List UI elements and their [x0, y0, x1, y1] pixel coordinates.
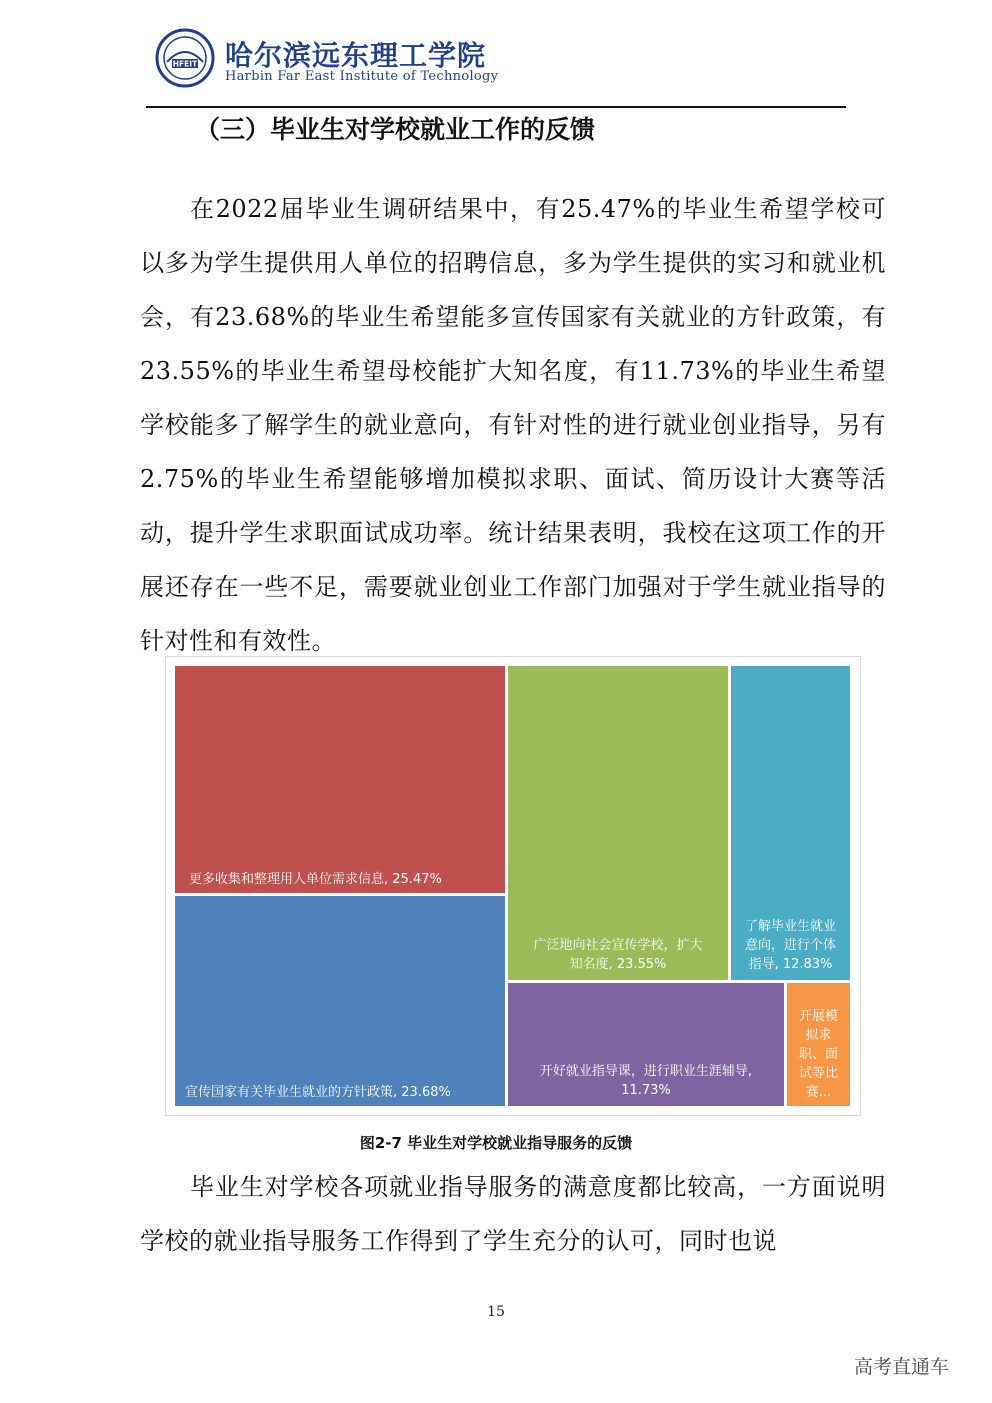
treemap-label-2: 宣传国家有关毕业生就业的方针政策, 23.68% — [185, 1085, 451, 1100]
treemap-label-3: 广泛地向社会宣传学校，扩大知名度, 23.55% — [533, 938, 703, 972]
treemap-svg — [166, 657, 860, 1115]
logo-text: HFEIT — [172, 59, 198, 69]
treemap-label-4: 了解毕业生就业意向，进行个体指导, 12.83% — [744, 919, 837, 972]
body-paragraph-2: 毕业生对学校各项就业指导服务的满意度都比较高，一方面说明学校的就业指导服务工作得到了学生充分的认可，同时也说 — [140, 1173, 886, 1255]
school-name-en: Harbin Far East Institute of Technology — [225, 69, 499, 84]
treemap-chart — [165, 656, 861, 1116]
page-header — [155, 28, 555, 88]
treemap-cell-3 — [508, 666, 728, 980]
treemap-label-5: 开好就业指导课，进行职业生涯辅导, 11.73% — [539, 1064, 753, 1098]
treemap-cell-1 — [175, 666, 505, 893]
school-logo — [155, 28, 215, 88]
body-paragraph-1: 在2022届毕业生调研结果中，有25.47%的毕业生希望学校可以多为学生提供用人单位的招聘信息，多为学生提供的实习和就业机会，有23.68%的毕业生希望能多宣传国家有关就业的方针政策，有23.55%的毕业生希望母校能扩大知名度，有11.73%的毕业生希望学校能多了解学生的就业意向，有针对性的进行就业创业指导，另有2.75%的毕业生希望能够增加模拟求职、面试、简历设计大赛等活动，提升学生求职面试成功率。统计结果表明，我校在这项工作的开展还存在一些不足，需要就业创业工作部门加强对于学生就业指导的针对性和有效性。 — [140, 195, 886, 655]
treemap-label-6: 开展模拟求职、面试等比赛... — [798, 1009, 839, 1100]
section-title: （三）毕业生对学校就业工作的反馈 — [195, 115, 596, 144]
watermark-text: 高考直通车 — [854, 1356, 950, 1378]
page-number: 15 — [487, 1304, 505, 1320]
treemap-cell-2 — [175, 896, 505, 1106]
treemap-label-1: 更多收集和整理用人单位需求信息, 25.47% — [189, 872, 442, 887]
header-divider — [146, 106, 846, 108]
figure-caption: 图2-7 毕业生对学校就业指导服务的反馈 — [359, 1134, 633, 1152]
school-name-cn: 哈尔滨远东理工学院 — [225, 39, 487, 72]
